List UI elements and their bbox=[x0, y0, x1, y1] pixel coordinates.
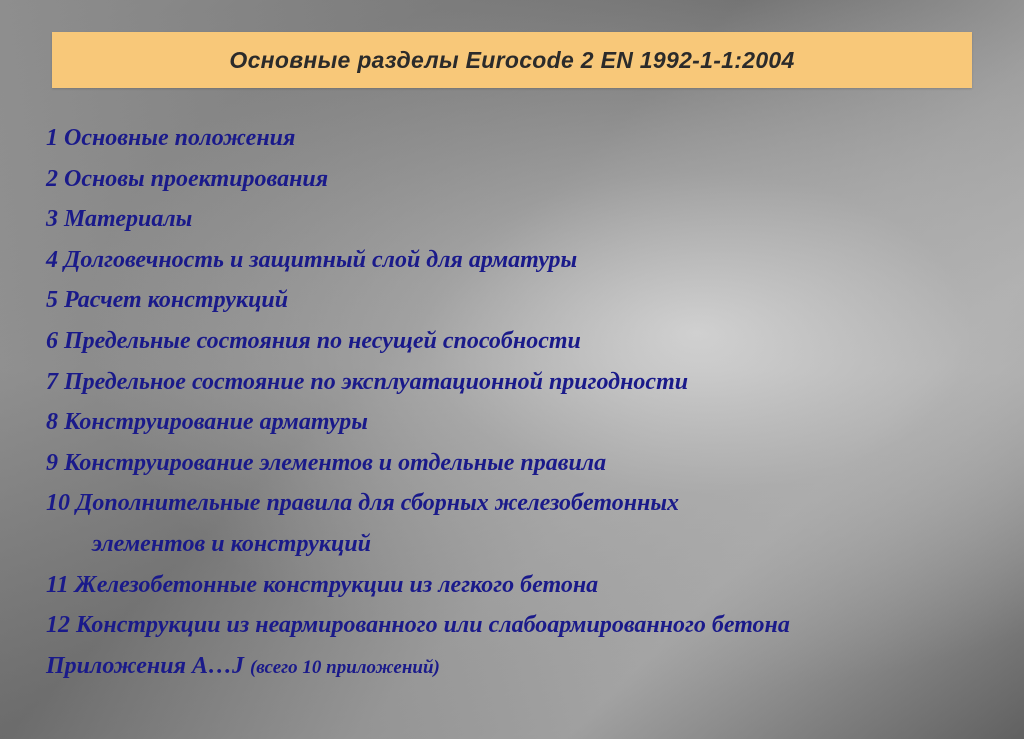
list-item: 5 Расчет конструкций bbox=[46, 287, 289, 314]
list-item: 3 Материалы bbox=[46, 206, 193, 233]
appendix-label: Приложения А…J bbox=[46, 652, 244, 679]
title-bar bbox=[52, 32, 972, 88]
list-item: 10 Дополнительные правила для сборных железобетонных bbox=[46, 490, 679, 517]
appendix-note: (всего 10 приложений) bbox=[249, 656, 440, 678]
list-item-continuation: элементов и конструкций bbox=[92, 530, 372, 557]
sections-list bbox=[46, 118, 1006, 688]
list-item: 8 Конструирование арматуры bbox=[46, 409, 368, 436]
list-item: 7 Предельное состояние по эксплуатационной пригодности bbox=[46, 368, 689, 395]
list-item: 6 Предельные состояния по несущей способности bbox=[46, 327, 581, 354]
list-item: 12 Конструкции из неармированного или слабоармированного бетона bbox=[46, 612, 790, 639]
list-item: 4 Долговечность и защитный слой для арматуры bbox=[46, 246, 578, 273]
appendix-item bbox=[46, 646, 1006, 689]
list-item: 2 Основы проектирования bbox=[46, 165, 329, 192]
list-item: 9 Конструирование элементов и отдельные правила bbox=[46, 449, 607, 476]
list-item: 11 Железобетонные конструкции из легкого бетона bbox=[46, 571, 599, 598]
page-title: Основные разделы Eurocode 2 EN 1992-1-1:2004 bbox=[229, 46, 795, 73]
list-item: 1 Основные положения bbox=[46, 125, 296, 151]
